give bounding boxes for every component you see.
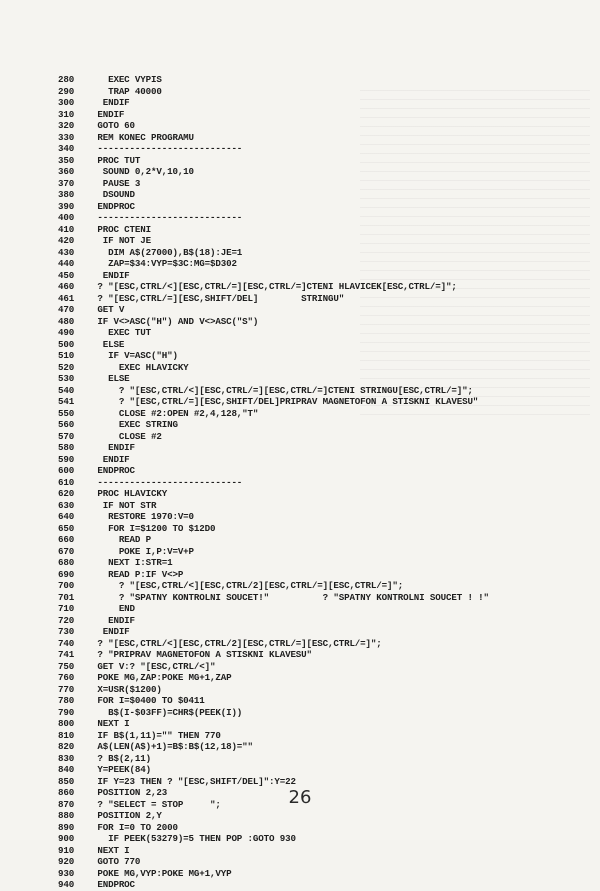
line-number: 580 xyxy=(58,442,75,453)
line-code: IF Y=23 THEN ? "[ESC,SHIFT/DEL]":Y=22 xyxy=(92,775,296,787)
line-code: PROC TUT xyxy=(92,154,141,166)
line-code: A$(LEN(A$)+1)=B$:B$(12,18)="" xyxy=(92,741,253,752)
line-number: 600 xyxy=(58,465,75,476)
line-number: 460 xyxy=(58,281,75,292)
line-code: POKE MG,ZAP:POKE MG+1,ZAP xyxy=(92,672,232,683)
code-line xyxy=(58,304,578,316)
line-number: 820 xyxy=(58,741,75,752)
line-code: NEXT I xyxy=(92,844,130,856)
code-line xyxy=(58,603,578,615)
line-code: IF NOT STR xyxy=(92,499,157,511)
line-code: IF V=ASC("H") xyxy=(92,350,178,361)
line-number: 430 xyxy=(58,246,75,258)
code-line xyxy=(58,868,578,880)
line-number: 450 xyxy=(58,269,75,281)
line-code: ENDIF xyxy=(92,269,130,281)
line-number: 380 xyxy=(58,189,75,200)
code-listing xyxy=(58,74,578,891)
line-number: 520 xyxy=(58,361,75,373)
line-code: --------------------------- xyxy=(92,476,243,488)
line-code: READ P xyxy=(92,534,151,545)
code-line xyxy=(58,396,578,408)
code-line xyxy=(58,833,578,845)
line-number: 530 xyxy=(58,373,75,384)
line-code: ? "[ESC,CTRL/<][ESC,CTRL/=][ESC,CTRL/=]CTENI HLAVICEK[ESC,CTRL/=]"; xyxy=(92,281,457,292)
line-number: 690 xyxy=(58,568,75,580)
code-line xyxy=(58,155,578,167)
code-line xyxy=(58,189,578,201)
code-line xyxy=(58,224,578,236)
code-line xyxy=(58,178,578,190)
line-number: 490 xyxy=(58,327,75,338)
line-code: POKE MG,VYP:POKE MG+1,VYP xyxy=(92,867,232,879)
code-line xyxy=(58,419,578,431)
code-line xyxy=(58,362,578,374)
page-number: 26 xyxy=(288,787,312,808)
code-line xyxy=(58,327,578,339)
code-line xyxy=(58,212,578,224)
line-number: 810 xyxy=(58,729,75,741)
code-line xyxy=(58,247,578,259)
line-number: 741 xyxy=(58,649,75,660)
code-line xyxy=(58,143,578,155)
code-line xyxy=(58,569,578,581)
line-code: ? "[ESC,CTRL/=][ESC,SHIFT/DEL]PRIPRAV MAGNETOFON A STISKNI KLAVESU" xyxy=(92,396,479,407)
line-number: 700 xyxy=(58,580,75,591)
line-code: NEXT I:STR=1 xyxy=(92,557,173,568)
line-number: 390 xyxy=(58,200,75,212)
code-line xyxy=(58,557,578,569)
line-number: 680 xyxy=(58,557,75,568)
code-line xyxy=(58,546,578,558)
line-code: ELSE xyxy=(92,338,125,350)
line-code: --------------------------- xyxy=(92,212,243,223)
code-line xyxy=(58,201,578,213)
code-line xyxy=(58,753,578,765)
line-number: 360 xyxy=(58,166,75,177)
line-number: 900 xyxy=(58,833,75,844)
line-number: 860 xyxy=(58,787,75,798)
code-line xyxy=(58,465,578,477)
line-number: 640 xyxy=(58,511,75,522)
line-code: Y=PEEK(84) xyxy=(92,764,151,775)
code-line xyxy=(58,741,578,753)
code-line xyxy=(58,166,578,178)
line-code: EXEC TUT xyxy=(92,327,151,338)
code-line xyxy=(58,776,578,788)
line-number: 420 xyxy=(58,235,75,246)
line-number: 650 xyxy=(58,522,75,534)
line-number: 350 xyxy=(58,154,75,166)
line-number: 730 xyxy=(58,626,75,637)
line-number: 461 xyxy=(58,292,75,304)
line-number: 940 xyxy=(58,879,75,890)
line-number: 740 xyxy=(58,637,75,649)
code-line xyxy=(58,707,578,719)
line-code: GET V:? "[ESC,CTRL/<]" xyxy=(92,660,216,672)
line-number: 340 xyxy=(58,143,75,154)
code-line xyxy=(58,120,578,132)
line-number: 440 xyxy=(58,258,75,269)
line-code: DIM A$(27000),B$(18):JE=1 xyxy=(92,246,243,258)
line-code: ENDPROC xyxy=(92,200,135,212)
line-code: ENDPROC xyxy=(92,465,135,476)
line-number: 910 xyxy=(58,844,75,856)
line-code: ENDIF xyxy=(92,453,130,465)
line-code: FOR I=$1200 TO $12D0 xyxy=(92,522,216,534)
code-line xyxy=(58,488,578,500)
line-code: FOR I=$0400 TO $0411 xyxy=(92,695,205,706)
line-number: 790 xyxy=(58,706,75,718)
line-number: 290 xyxy=(58,85,75,97)
line-code: ENDIF xyxy=(92,614,135,626)
line-code: ELSE xyxy=(92,373,130,384)
line-number: 780 xyxy=(58,695,75,706)
line-code: EXEC HLAVICKY xyxy=(92,361,189,373)
line-number: 570 xyxy=(58,430,75,442)
code-line xyxy=(58,339,578,351)
line-number: 320 xyxy=(58,120,75,131)
line-code: END xyxy=(92,603,135,614)
line-code: PROC CTENI xyxy=(92,223,151,235)
line-code: IF NOT JE xyxy=(92,235,151,246)
line-code: IF B$(1,11)="" THEN 770 xyxy=(92,729,221,741)
line-code: ? "[ESC,CTRL/=][ESC,SHIFT/DEL] STRINGU" xyxy=(92,292,345,304)
line-number: 620 xyxy=(58,488,75,499)
line-number: 670 xyxy=(58,545,75,557)
line-code: ? "[ESC,CTRL/<][ESC,CTRL/2][ESC,CTRL/=][ESC,CTRL/=]"; xyxy=(92,637,382,649)
code-line xyxy=(58,477,578,489)
code-line xyxy=(58,672,578,684)
line-code: RESTORE 1970:V=0 xyxy=(92,511,194,522)
line-code: X=USR($1200) xyxy=(92,683,162,695)
line-number: 410 xyxy=(58,223,75,235)
line-code: ENDIF xyxy=(92,626,130,637)
code-line xyxy=(58,97,578,109)
line-code: IF V<>ASC("H") AND V<>ASC("S") xyxy=(92,315,259,327)
line-number: 701 xyxy=(58,591,75,603)
code-line xyxy=(58,86,578,98)
line-code: CLOSE #2:OPEN #2,4,128,"T" xyxy=(92,407,259,419)
line-code: B$(I-$03FF)=CHR$(PEEK(I)) xyxy=(92,706,243,718)
code-line xyxy=(58,132,578,144)
line-number: 610 xyxy=(58,476,75,488)
code-line xyxy=(58,109,578,121)
line-code: ? "PRIPRAV MAGNETOFON A STISKNI KLAVESU" xyxy=(92,649,312,660)
code-line xyxy=(58,385,578,397)
line-number: 800 xyxy=(58,718,75,729)
line-number: 330 xyxy=(58,131,75,143)
code-line xyxy=(58,649,578,661)
code-line xyxy=(58,856,578,868)
code-line xyxy=(58,350,578,362)
code-line xyxy=(58,431,578,443)
line-code: ? B$(2,11) xyxy=(92,752,151,764)
line-number: 510 xyxy=(58,350,75,361)
line-number: 760 xyxy=(58,672,75,683)
line-code: ENDIF xyxy=(92,108,125,120)
line-code: ENDIF xyxy=(92,97,130,108)
line-number: 480 xyxy=(58,315,75,327)
line-code: PAUSE 3 xyxy=(92,177,141,189)
code-line xyxy=(58,454,578,466)
line-code: EXEC STRING xyxy=(92,419,178,430)
code-line xyxy=(58,408,578,420)
line-code: GOTO 60 xyxy=(92,120,135,131)
line-code: ? "[ESC,CTRL/<][ESC,CTRL/2][ESC,CTRL/=][ESC,CTRL/=]"; xyxy=(92,580,404,591)
line-code: ZAP=$34:VYP=$3C:MG=$D302 xyxy=(92,258,237,269)
code-line xyxy=(58,534,578,546)
line-code: REM KONEC PROGRAMU xyxy=(92,131,194,143)
code-line xyxy=(58,695,578,707)
line-code: POKE I,P:V=V+P xyxy=(92,545,194,557)
line-number: 540 xyxy=(58,384,75,396)
code-line xyxy=(58,74,578,86)
line-code: GOTO 770 xyxy=(92,856,141,867)
line-code: --------------------------- xyxy=(92,143,243,154)
line-code: IF PEEK(53279)=5 THEN POP :GOTO 930 xyxy=(92,833,296,844)
code-line xyxy=(58,511,578,523)
code-line xyxy=(58,684,578,696)
line-number: 840 xyxy=(58,764,75,775)
line-number: 470 xyxy=(58,304,75,315)
code-line xyxy=(58,626,578,638)
line-number: 630 xyxy=(58,499,75,511)
line-code: FOR I=0 TO 2000 xyxy=(92,821,178,833)
line-number: 870 xyxy=(58,798,75,810)
line-code: TRAP 40000 xyxy=(92,85,162,97)
code-line xyxy=(58,293,578,305)
line-code: PROC HLAVICKY xyxy=(92,488,168,499)
code-line xyxy=(58,810,578,822)
line-number: 850 xyxy=(58,775,75,787)
line-number: 370 xyxy=(58,177,75,189)
line-number: 880 xyxy=(58,810,75,821)
code-line xyxy=(58,235,578,247)
line-code: ? "[ESC,CTRL/<][ESC,CTRL/=][ESC,CTRL/=]CTENI STRINGU[ESC,CTRL/=]"; xyxy=(92,384,473,396)
line-code: EXEC VYPIS xyxy=(92,74,162,85)
line-number: 541 xyxy=(58,396,75,407)
line-code: NEXT I xyxy=(92,718,130,729)
line-number: 830 xyxy=(58,752,75,764)
code-line xyxy=(58,373,578,385)
line-number: 930 xyxy=(58,867,75,879)
line-code: READ P:IF V<>P xyxy=(92,568,184,580)
code-line xyxy=(58,270,578,282)
line-code: ENDPROC xyxy=(92,879,135,890)
code-line xyxy=(58,718,578,730)
code-line xyxy=(58,281,578,293)
line-number: 500 xyxy=(58,338,75,350)
line-number: 400 xyxy=(58,212,75,223)
code-line xyxy=(58,500,578,512)
code-line xyxy=(58,764,578,776)
code-line xyxy=(58,523,578,535)
code-line xyxy=(58,661,578,673)
line-number: 750 xyxy=(58,660,75,672)
line-number: 310 xyxy=(58,108,75,120)
line-number: 890 xyxy=(58,821,75,833)
line-code: SOUND 0,2*V,10,10 xyxy=(92,166,194,177)
line-number: 720 xyxy=(58,614,75,626)
code-line xyxy=(58,592,578,604)
line-number: 920 xyxy=(58,856,75,867)
line-number: 590 xyxy=(58,453,75,465)
line-number: 280 xyxy=(58,74,75,85)
line-code: GET V xyxy=(92,304,125,315)
line-number: 710 xyxy=(58,603,75,614)
line-code: POSITION 2,23 xyxy=(92,787,168,798)
code-line xyxy=(58,580,578,592)
code-line xyxy=(58,638,578,650)
line-code: DSOUND xyxy=(92,189,135,200)
code-line xyxy=(58,845,578,857)
code-line xyxy=(58,316,578,328)
code-line xyxy=(58,258,578,270)
line-code: POSITION 2,Y xyxy=(92,810,162,821)
line-number: 660 xyxy=(58,534,75,545)
line-code: ? "SELECT = STOP "; xyxy=(92,798,221,810)
line-number: 550 xyxy=(58,407,75,419)
line-code: ? "SPATNY KONTROLNI SOUCET!" ? "SPATNY KONTROLNI SOUCET ! !" xyxy=(92,591,489,603)
line-number: 770 xyxy=(58,683,75,695)
code-line xyxy=(58,442,578,454)
line-code: CLOSE #2 xyxy=(92,430,162,442)
line-code: ENDIF xyxy=(92,442,135,453)
code-line xyxy=(58,730,578,742)
code-line xyxy=(58,615,578,627)
code-line xyxy=(58,879,578,891)
line-number: 560 xyxy=(58,419,75,430)
line-number: 300 xyxy=(58,97,75,108)
code-line xyxy=(58,822,578,834)
